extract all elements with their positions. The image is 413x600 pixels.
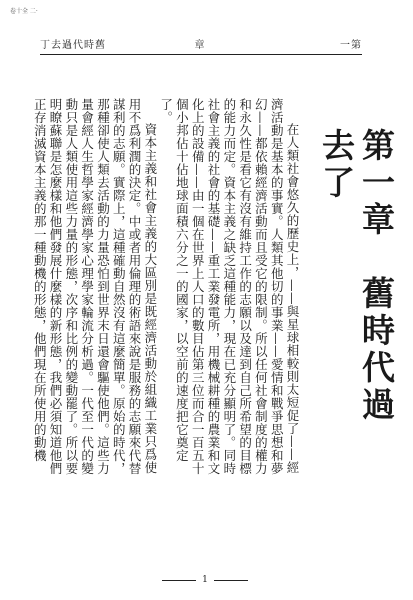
page-number (150, 574, 260, 586)
page-number-value: 1 (202, 575, 208, 585)
chapter-title: 第一章 舊時代過去了 (317, 128, 396, 424)
folio-dash-right (214, 580, 248, 581)
body-text (32, 98, 300, 476)
running-head-chapter-word: 章 (194, 39, 208, 51)
running-head (40, 36, 362, 50)
corner-mark: 卷十全 二· (10, 8, 38, 15)
paragraph-1: 在人類社會悠久的歷史上，——與星球相較則太短促了——經濟活動是基本的事實。人類其他切的事業——愛情和戰爭思想和夢幻——都依賴經濟活動而且受它的限制。所以任何社會制度的權力和永久性是看它有沒有維持工作的志願以及達到自己所希望的目標的能力而定。資本主義之缺乏這種能力，現在已充分顯明了。同時社會主義的社會的基礎——重工業發電所，用機械耕種的農業和文化上的設備——由一個在世界上人口的數目佔第三位而合一百五十個小邦佔十佔地球面積六分之一的國家，以空前的速度把它奠定了。 (158, 98, 300, 475)
running-head-book-title: 丁去過代時舊 (40, 39, 106, 51)
header-rule (40, 54, 362, 55)
folio-dash-left (162, 580, 196, 581)
paragraph-2: 資本主義和社會主義的大區別是既經濟活動於組織工業只爲使用不爲利潤的決定。中或者用倫理的術語來說是服務的志願來代替謀利的志願。實際上，這種確動自然沒有這麼簡單。原始的時代，那種卻使人類去活動的力量恐怕到世界末日還會驅使他們。這些力量會經人生哲學家經濟學家心理學家輪流分析過。一代至一代的變動只是人類使用這些力量的形態，次序和比例的變動罷了。所以要明瞭蘇聯是怎麼樣和他們發展什麼樣的新形態，我們必須知道他們正存消滅資本主義的那一種動機的形態，他們現在所使用的動機 (32, 98, 158, 475)
running-head-chapter-number: 一第 (340, 39, 362, 51)
